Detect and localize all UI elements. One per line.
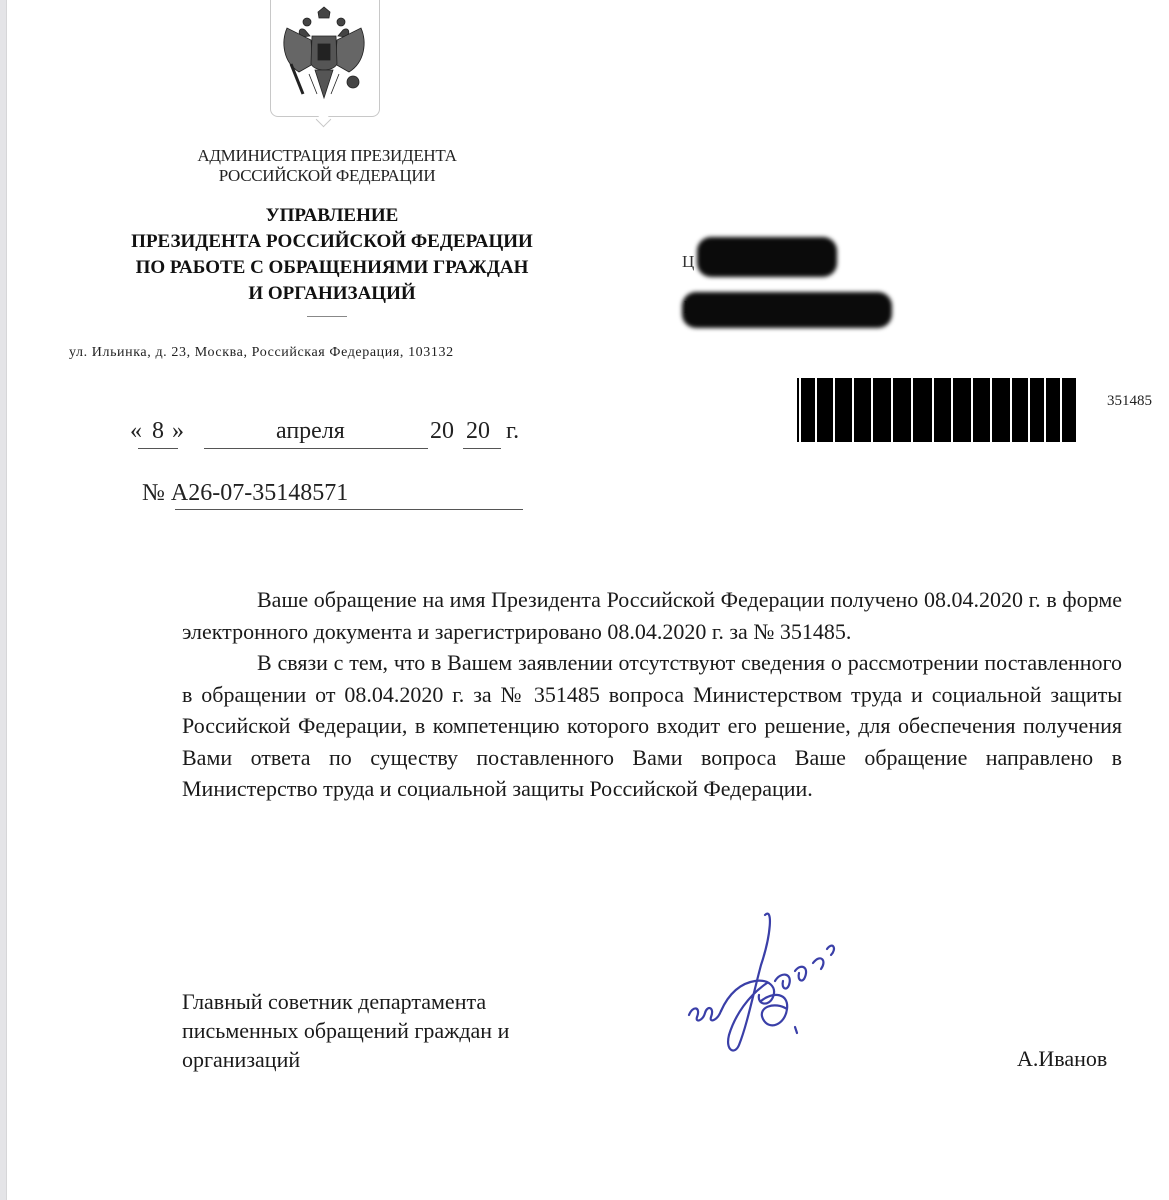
underline (138, 448, 178, 449)
barcode (797, 378, 1097, 442)
redaction-mark (682, 292, 892, 328)
body-paragraph: В связи с тем, что в Вашем заявлении отсутствуют сведения о рассмотрении поставленного в обращении от 08.04.2020 г. за № 351485 вопроса Министерством труда и социальной защиты Российской Федерации, в компетенцию которого входит его решение, для обеспечения получения Вами ответа по существу поставленного Вами вопроса Ваше обращение направлено в Министерство труда и социальной защиты Российской Федерации. (182, 650, 1122, 801)
number-sign: № (142, 480, 165, 506)
signer-title-line: организаций (182, 1047, 301, 1072)
handwritten-signature (677, 905, 857, 1065)
signer-title (182, 987, 602, 1074)
department-title (97, 203, 567, 307)
registration-number (142, 480, 348, 507)
letter-body (182, 584, 1122, 805)
department-line: И ОРГАНИЗАЦИЙ (248, 283, 416, 304)
date-year-mark: г. (506, 418, 520, 444)
letter-page (7, 0, 1169, 1200)
date-open-quote: « (130, 418, 142, 444)
date-year-prefix: 20 (430, 418, 454, 444)
signer-title-line: Главный советник департамента (182, 989, 487, 1014)
underline (175, 509, 523, 510)
sender-address: ул. Ильинка, д. 23, Москва, Российская Федерация, 103132 (69, 345, 454, 360)
barcode-number: 351485 (1107, 393, 1152, 409)
date-month: апреля (276, 418, 345, 444)
signer-title-line: письменных обращений граждан и (182, 1018, 510, 1043)
administration-title (157, 146, 497, 186)
body-paragraph: Ваше обращение на имя Президента Российской Федерации получено 08.04.2020 г. в форме электронного документа и зарегистрировано 08.04.2020 г. за № 351485. (182, 587, 1122, 644)
administration-line: РОССИЙСКОЙ ФЕДЕРАЦИИ (218, 166, 436, 185)
department-line: ПРЕЗИДЕНТА РОССИЙСКОЙ ФЕДЕРАЦИИ (131, 231, 533, 252)
divider (307, 316, 347, 317)
date-year-suffix: 20 (466, 418, 490, 444)
redaction-mark (697, 237, 837, 277)
underline (204, 448, 428, 449)
department-line: УПРАВЛЕНИЕ (265, 205, 399, 226)
page-edge (0, 0, 7, 1200)
department-line: ПО РАБОТЕ С ОБРАЩЕНИЯМИ ГРАЖДАН (135, 257, 529, 278)
date-close-quote: » (172, 418, 184, 444)
date-day: 8 (152, 418, 164, 444)
administration-line: АДМИНИСТРАЦИЯ ПРЕЗИДЕНТА (197, 146, 457, 165)
signer-name: А.Иванов (1017, 1046, 1108, 1071)
registration-number-value: А26-07-35148571 (170, 480, 349, 506)
recipient-name-start: Ц (682, 252, 695, 271)
underline (463, 448, 501, 449)
russian-coat-of-arms-icon (277, 6, 371, 110)
